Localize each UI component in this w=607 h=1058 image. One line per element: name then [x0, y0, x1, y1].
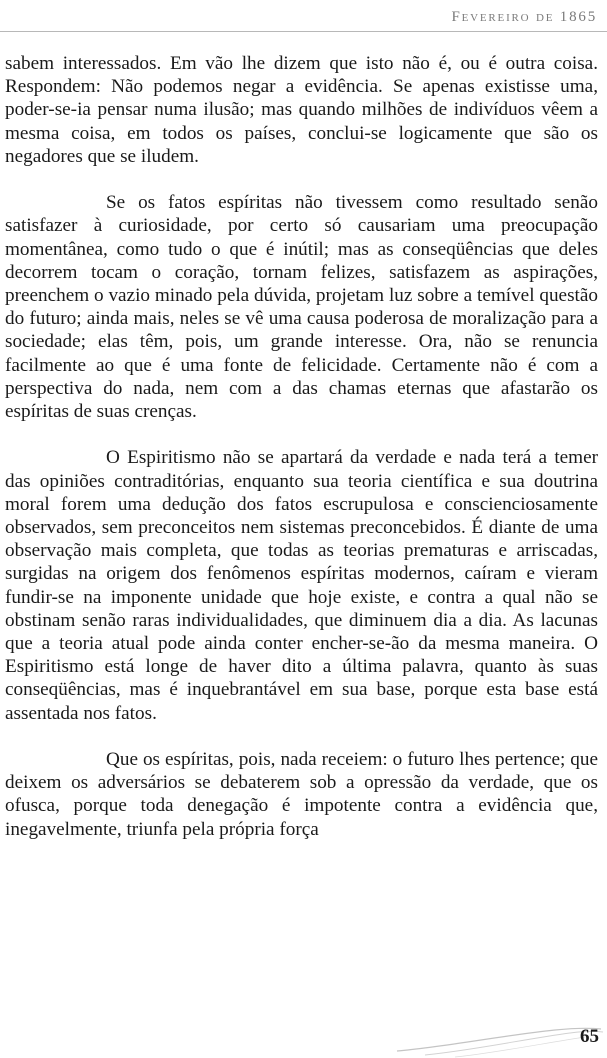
paragraph-1: sabem interessados. Em vão lhe dizem que isto não é, ou é outra coisa. Respondem: Não podemos negar a evidência. Se apenas existisse uma, poder-se-ia pensar numa ilusão; mas quando milhões de indivíduos vêem a mesma coisa, em todos os países, conclui-se logicamente que são os negadores que se iludem.: [5, 53, 598, 167]
swoosh-ornament-icon: [395, 1017, 607, 1058]
header-divider: [0, 31, 607, 32]
page-number: 65: [580, 1026, 599, 1047]
running-header-title: Fevereiro de 1865: [451, 9, 597, 25]
paragraph-4: Que os espíritas, pois, nada receiem: o futuro lhes pertence; que deixem os adversários se debaterem sob a opressão da verdade, que os ofusca, porque toda denegação é impotente contra a evidência que, inegavelmente, triunfa pela própria força: [5, 749, 598, 840]
paragraph-3: O Espiritismo não se apartará da verdade e nada terá a temer das opiniões contraditórias, enquanto sua teoria científica e sua doutrina moral forem uma dedução dos fatos escrupulosa e conscienciosamente observados, sem preconceitos nem sistemas preconcebidos. É diante de uma observação mais completa, que todas as teorias prematuras e arriscadas, surgidas na origem dos fenômenos espíritas modernos, caíram e vieram fundir-se na imponente unidade que hoje existe, e contra a qual não se obstinam senão raras individualidades, que diminuem dia a dia. As lacunas que a teoria atual pode ainda conter encher-se-ão da mesma maneira. O Espiritismo está longe de haver dito a última palavra, quanto às suas conseqüências, mas é inquebrantável em sua base, porque esta base está assentada nos fatos.: [5, 447, 598, 724]
page-body: [5, 52, 598, 841]
paragraph-2: Se os fatos espíritas não tivessem como resultado senão satisfazer à curiosidade, por certo só causariam uma preocupação momentânea, como tudo o que é inútil; mas as conseqüências que deles decorrem tocam o coração, tornam felizes, satisfazem as aspirações, preenchem o vazio minado pela dúvida, projetam luz sobre a temível questão do futuro; ainda mais, neles se vê uma causa poderosa de moralização para a sociedade; elas têm, pois, um grande interesse. Ora, não se renuncia facilmente ao que é uma fonte de felicidade. Certamente não é com a perspectiva do nada, nem com a das chamas eternas que afastarão os espíritas de suas crenças.: [5, 192, 598, 423]
